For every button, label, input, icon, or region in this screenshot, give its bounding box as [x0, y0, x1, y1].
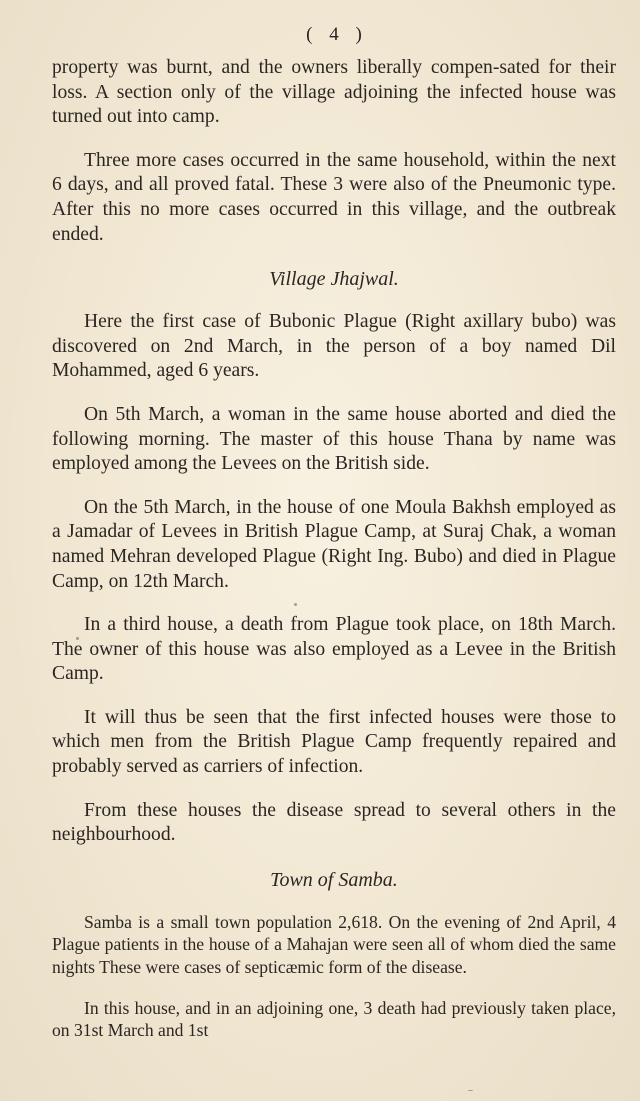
- paper-speck: [76, 637, 79, 640]
- paragraph-samba-population: Samba is a small town population 2,618. On the evening of 2nd April, 4 Plague patients in the house of a Mahajan were seen all of whom died the same nights These were cases of septicæmic form of the disease.: [52, 911, 616, 977]
- paper-speck: [468, 1090, 473, 1091]
- paragraph-moula-bakhsh: On the 5th March, in the house of one Moula Bakhsh employed as a Jamadar of Levees in British Plague Camp, at Suraj Chak, a woman named Mehran developed Plague (Right Ing. Bubo) and died in Plague Camp, on 12th March.: [52, 496, 616, 592]
- paragraph-infected-houses: It will thus be seen that the first infected houses were those to which men from the British Plague Camp frequently repaired and probably served as carriers of infection.: [52, 706, 616, 778]
- paragraph-disease-spread: From these houses the disease spread to several others in the neighbourhood.: [52, 799, 616, 846]
- paragraph-third-house: In a third house, a death from Plague took place, on 18th March. The owner of this house was also employed as a Levee in the British Camp.: [52, 614, 616, 685]
- section-heading-village-jhajwal: Village Jhajwal.: [269, 268, 399, 291]
- page-number: ( 4 ): [306, 24, 368, 45]
- paper-speck: [294, 603, 297, 606]
- paragraph-adjoining-house: In this house, and in an adjoining one, 3 death had previously taken place, on 31st March and 1st: [52, 998, 616, 1041]
- paragraph-first-bubonic-case: Here the first case of Bubonic Plague (Right axillary bubo) was discovered on 2nd March, in the person of a boy named Dil Mohammed, aged 6 years.: [52, 311, 616, 382]
- paragraph-woman-aborted: On 5th March, a woman in the same house aborted and died the following morning. The master of this house Thana by name was employed among the Levees on the British side.: [52, 403, 616, 475]
- paragraph-three-more-cases: Three more cases occurred in the same household, within the next 6 days, and all proved fatal. These 3 were also of the Pneumonic type. After this no more cases occurred in this village, and the outbreak ended.: [52, 149, 616, 245]
- paragraph-village-camp: property was burnt, and the owners liberally compen-sated for their loss. A section only of the village adjoining the infected house was turned out into camp.: [52, 57, 616, 128]
- section-heading-town-of-samba: Town of Samba.: [270, 868, 398, 891]
